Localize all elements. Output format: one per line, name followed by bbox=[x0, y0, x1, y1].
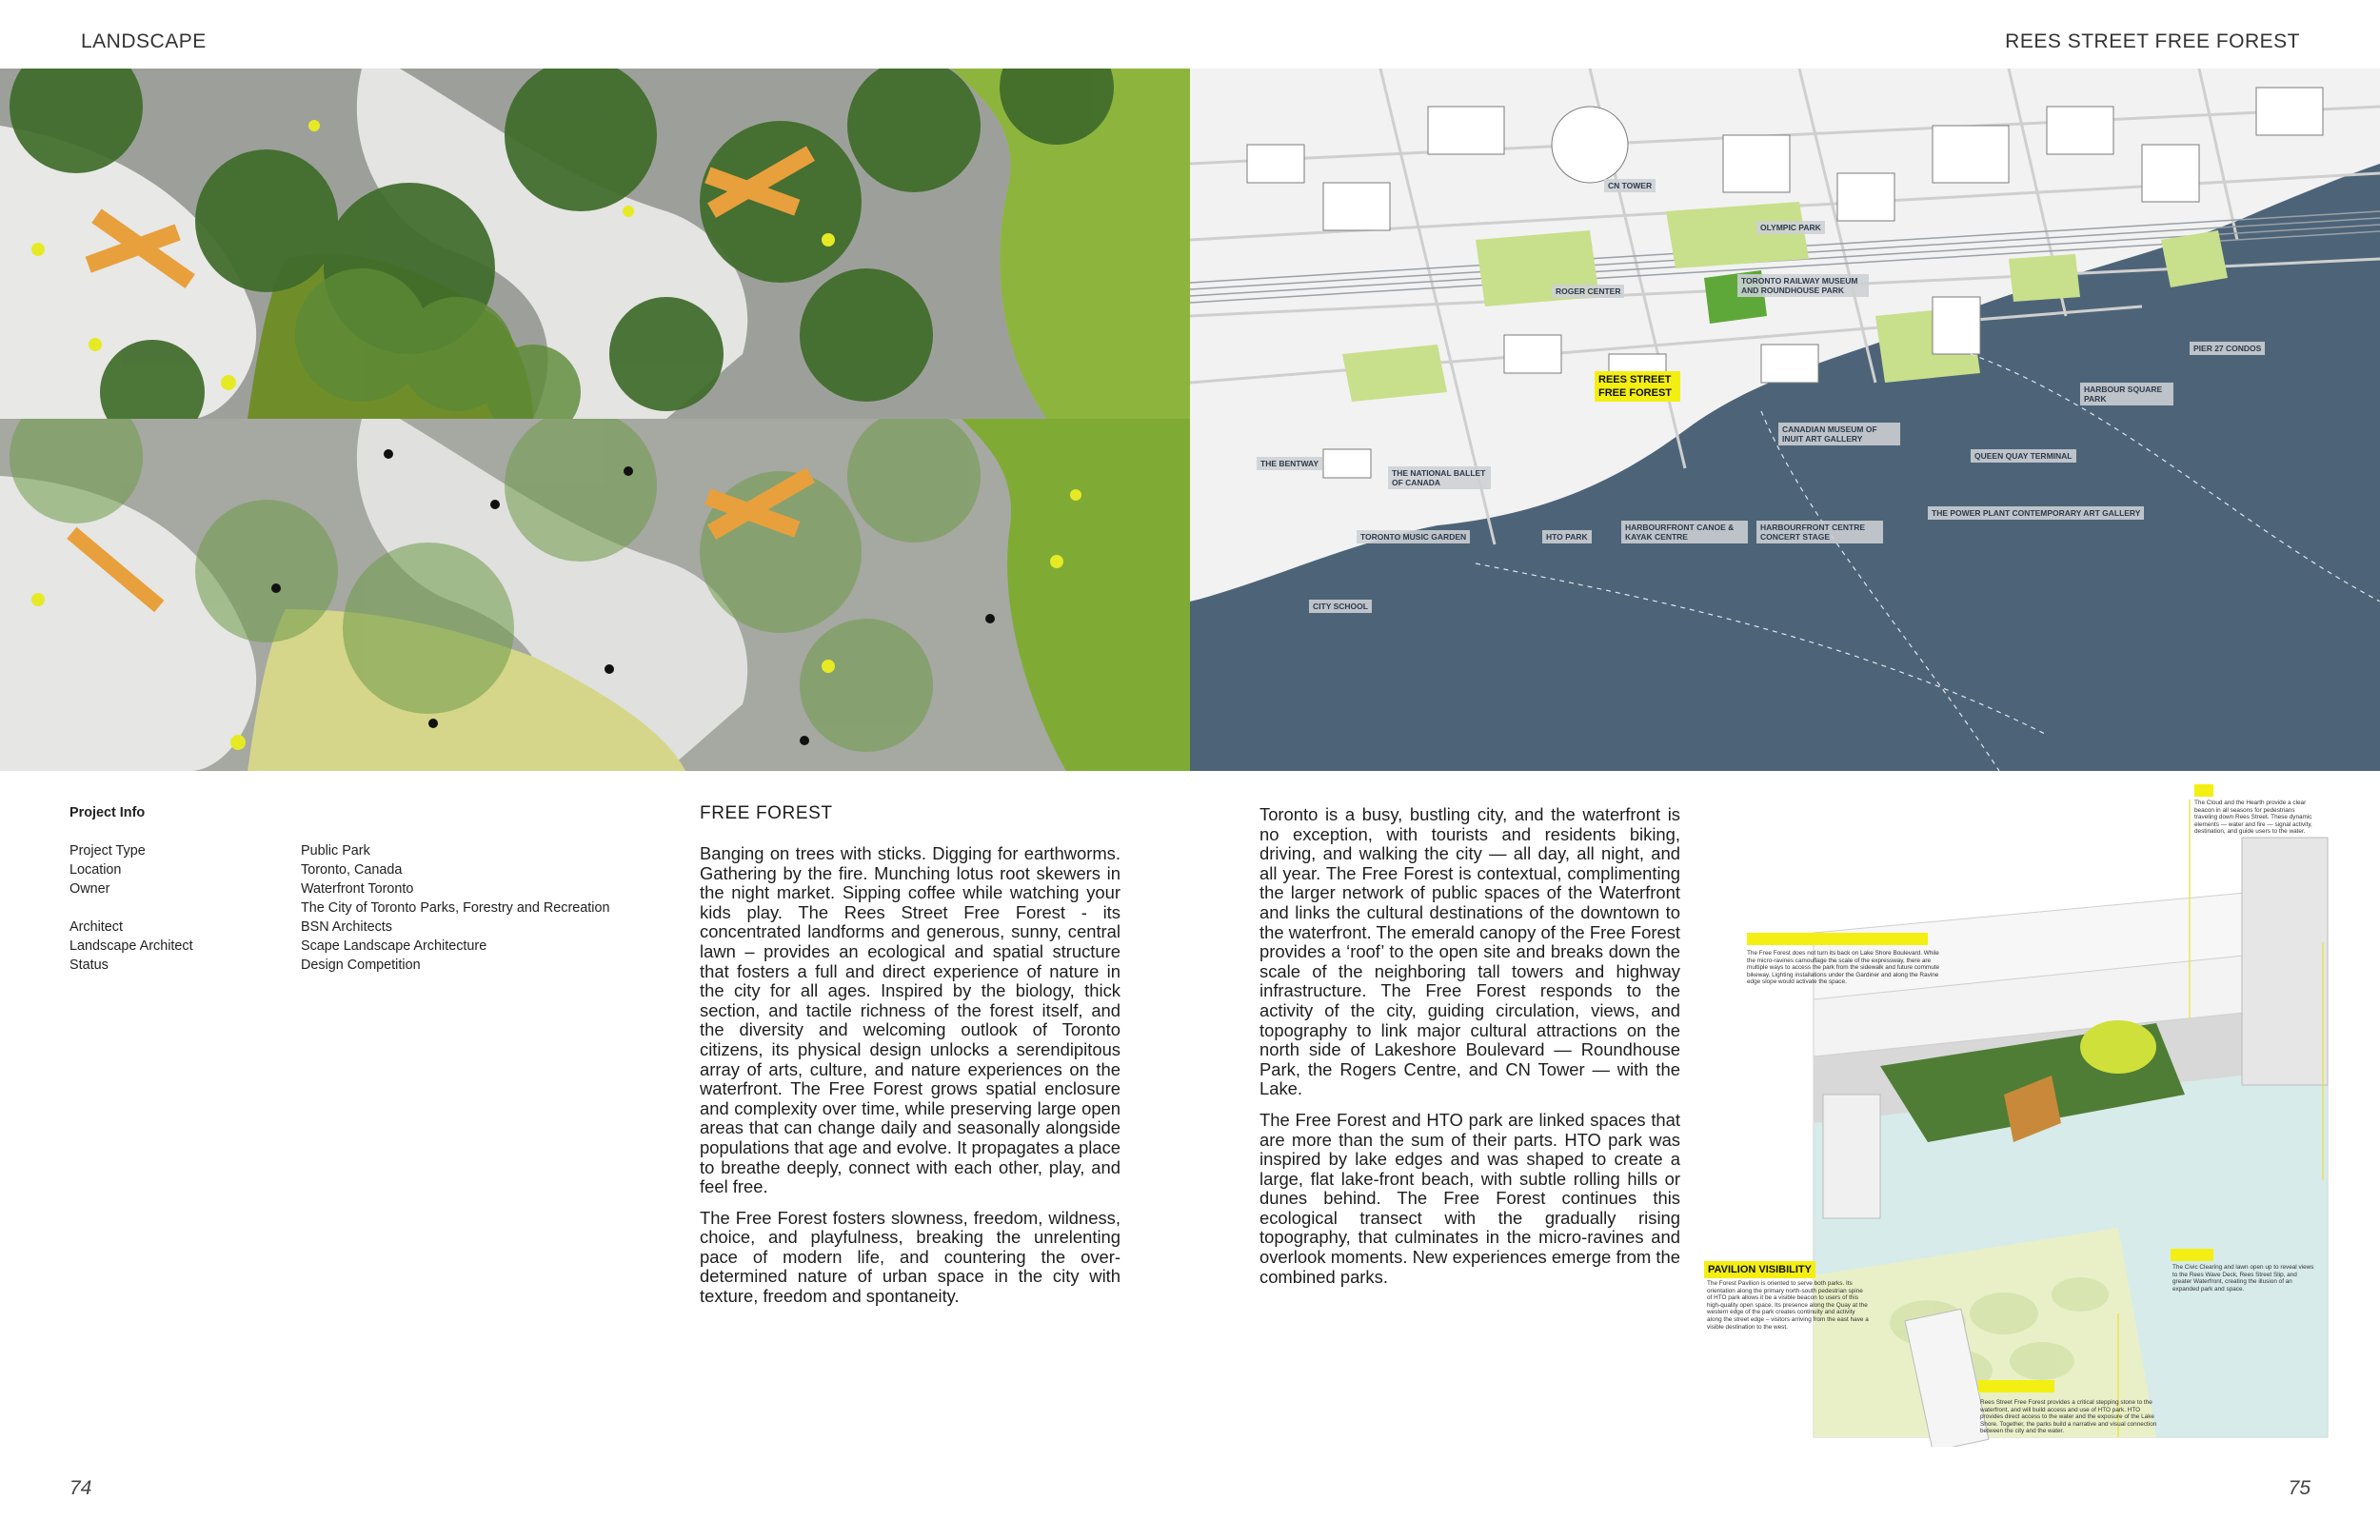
annotation-marker bbox=[1747, 933, 1928, 945]
map-label-canoe: HARBOURFRONT CANOE & KAYAK CENTRE bbox=[1621, 521, 1748, 543]
info-value: Design Competition bbox=[301, 958, 421, 973]
site-axonometric-diagram bbox=[1709, 780, 2337, 1447]
map-label-pier27: PIER 27 CONDOS bbox=[2190, 342, 2265, 355]
article-column-1 bbox=[700, 844, 1121, 1318]
page-number-right: 75 bbox=[2288, 1477, 2311, 1499]
map-label-inuit: CANADIAN MUSEUM OF INUIT ART GALLERY bbox=[1778, 423, 1900, 445]
section-header: LANDSCAPE bbox=[81, 30, 207, 52]
annotation-lake-shore: The Free Forest does not turn its back on Lake Shore Boulevard. While the micro-ravines camouflage the scale of the expressway, there are multiple ways to access the park from the sidewalk and future commute bikeway. Lighting installations under the Gardiner and along the Ravine edge slope would activate the space. bbox=[1747, 950, 1940, 986]
annotation-marker bbox=[2171, 1249, 2213, 1261]
info-value: Toronto, Canada bbox=[301, 862, 403, 878]
context-map bbox=[1190, 69, 2380, 771]
paragraph: The Free Forest fosters slowness, freedom, wildness, choice, and playfulness, breaking the unrelenting pace of modern life, and countering the over-determined nature of urban space in the city with texture, freedom and spontaneity. bbox=[700, 1207, 1121, 1307]
annotation-civic-clearing: The Civic Clearing and lawn open up to reveal views to the Rees Wave Deck, Rees Street Slip, and greater Waterfront, creating the illusion of an expanded park and space. bbox=[2172, 1264, 2314, 1293]
info-label: Location bbox=[69, 862, 122, 878]
info-label: Project Type bbox=[69, 843, 146, 859]
info-value: Scape Landscape Architecture bbox=[301, 938, 487, 954]
map-label-railway-museum: TORONTO RAILWAY MUSEUM AND ROUNDHOUSE PARK bbox=[1737, 274, 1869, 297]
map-label-harbour-square: HARBOUR SQUARE PARK bbox=[2080, 383, 2173, 405]
article-column-2 bbox=[1259, 805, 1680, 1298]
info-value: BSN Architects bbox=[301, 919, 392, 935]
paragraph: Banging on trees with sticks. Digging for earthworms. Gathering by the fire. Munching lotus root skewers in the night market. Sipping coffee while watching your kids play. The Rees Street Free Forest - its concentrated landforms and generous, sunny, central lawn – provides an ecological and spatial structure that fosters a full and direct experience of nature in the city for all ages. Inspired by the biology, thick section, and tactile richness of the forest itself, and the diversity and welcoming outlook of Toronto citizens, its physical design unlocks a serendipitous array of arts, culture, and nature experiences on the waterfront. The Free Forest grows spatial enclosure and complexity over time, while preserving large open areas that can change daily and seasonally alongside populations that age and evolve. It propagates a place to breathe deeply, connect with each other, play, and feel free. bbox=[700, 843, 1121, 1197]
paragraph: The Free Forest and HTO park are linked spaces that are more than the sum of their parts. HTO park was inspired by lake edges and was shaped to create a large, flat lake-front beach, with subtle rolling hills or dunes behind. The Free Forest continues this ecological transect with the gradually rising topography, that culminates in the micro-ravines and overlook moments. New experiences emerge from the combined parks. bbox=[1259, 1109, 1680, 1287]
annotation-stepping-stone: Rees Street Free Forest provides a critical stepping stone to the waterfront, and will build access and use of HTO park. HTO provides direct access to the water and the exposure of the Lake Shore. Together, the parks build a narrative and visual connection between the city and the water. bbox=[1980, 1399, 2157, 1435]
map-label-hto-park: HTO PARK bbox=[1542, 530, 1592, 543]
annotation-marker bbox=[2194, 784, 2213, 797]
annotation-cloud-hearth: The Cloud and the Hearth provide a clear beacon in all seasons for pedestrians traveling down Rees Street. These dynamic elements — water and fire — signal activity, destination, and guide users to the water. bbox=[2194, 800, 2312, 836]
info-label: Owner bbox=[69, 881, 110, 897]
page-number-left: 74 bbox=[69, 1477, 92, 1499]
map-label-rees-street: REES STREET FREE FOREST bbox=[1595, 371, 1680, 402]
pavilion-visibility-title: PAVILION VISIBILITY bbox=[1704, 1261, 1815, 1278]
map-label-city-school: CITY SCHOOL bbox=[1309, 600, 1372, 613]
paragraph: Toronto is a busy, bustling city, and the waterfront is no exception, with tourists and residents biking, driving, and walking the city — all day, all night, and all year. The Free Forest is contextual, complimenting the larger network of public spaces of the Waterfront and links the cultural destinations of the downtown to the waterfront. The emerald canopy of the Free Forest provides a ‘roof’ to the open site and breaks down the scale of the neighboring tall towers and highway infrastructure. The Free Forest responds to the activity of the city, guiding circulation, views, and topography to link major cultural attractions on the north side of Lakeshore Boulevard — Roundhouse Park, the Rogers Centre, and CN Tower — with the Lake. bbox=[1259, 804, 1680, 1099]
info-label: Landscape Architect bbox=[69, 938, 193, 954]
info-label: Status bbox=[69, 958, 109, 973]
map-label-ballet: THE NATIONAL BALLET OF CANADA bbox=[1388, 466, 1491, 489]
project-info-title: Project Info bbox=[69, 805, 146, 820]
info-value: The City of Toronto Parks, Forestry and Recreation bbox=[301, 900, 610, 916]
map-label-olympic-park: OLYMPIC PARK bbox=[1756, 221, 1825, 234]
article-header: REES STREET FREE FOREST bbox=[2005, 30, 2300, 52]
map-label-roger-centre: ROGER CENTER bbox=[1552, 285, 1624, 298]
map-label-cn-tower: CN TOWER bbox=[1604, 179, 1656, 192]
article-title: FREE FOREST bbox=[700, 803, 833, 823]
map-label-power-plant: THE POWER PLANT CONTEMPORARY ART GALLERY bbox=[1928, 506, 2144, 520]
plan-render-top bbox=[0, 69, 1190, 419]
info-value: Public Park bbox=[301, 843, 370, 859]
map-label-bentway: THE BENTWAY bbox=[1257, 457, 1322, 470]
info-value: Waterfront Toronto bbox=[301, 881, 414, 897]
map-label-centre-stage: HARBOURFRONT CENTRE CONCERT STAGE bbox=[1756, 521, 1883, 543]
annotation-pavilion: The Forest Pavilion is oriented to serve both parks. Its orientation along the primary north-south pedestrian spine of HTO park allows it be a visible beacon to users of this high-quality open space. Its presence along the Quay at the western edge of the park creates continuity and activity along the street edge – visitors arriving from the east have a visible destination to the west. bbox=[1707, 1280, 1869, 1331]
annotation-marker bbox=[1978, 1380, 2054, 1392]
map-label-music-garden: TORONTO MUSIC GARDEN bbox=[1357, 530, 1470, 543]
map-label-queens-quay: QUEEN QUAY TERMINAL bbox=[1971, 449, 2076, 463]
plan-render-bottom bbox=[0, 419, 1190, 771]
info-label: Architect bbox=[69, 919, 123, 935]
